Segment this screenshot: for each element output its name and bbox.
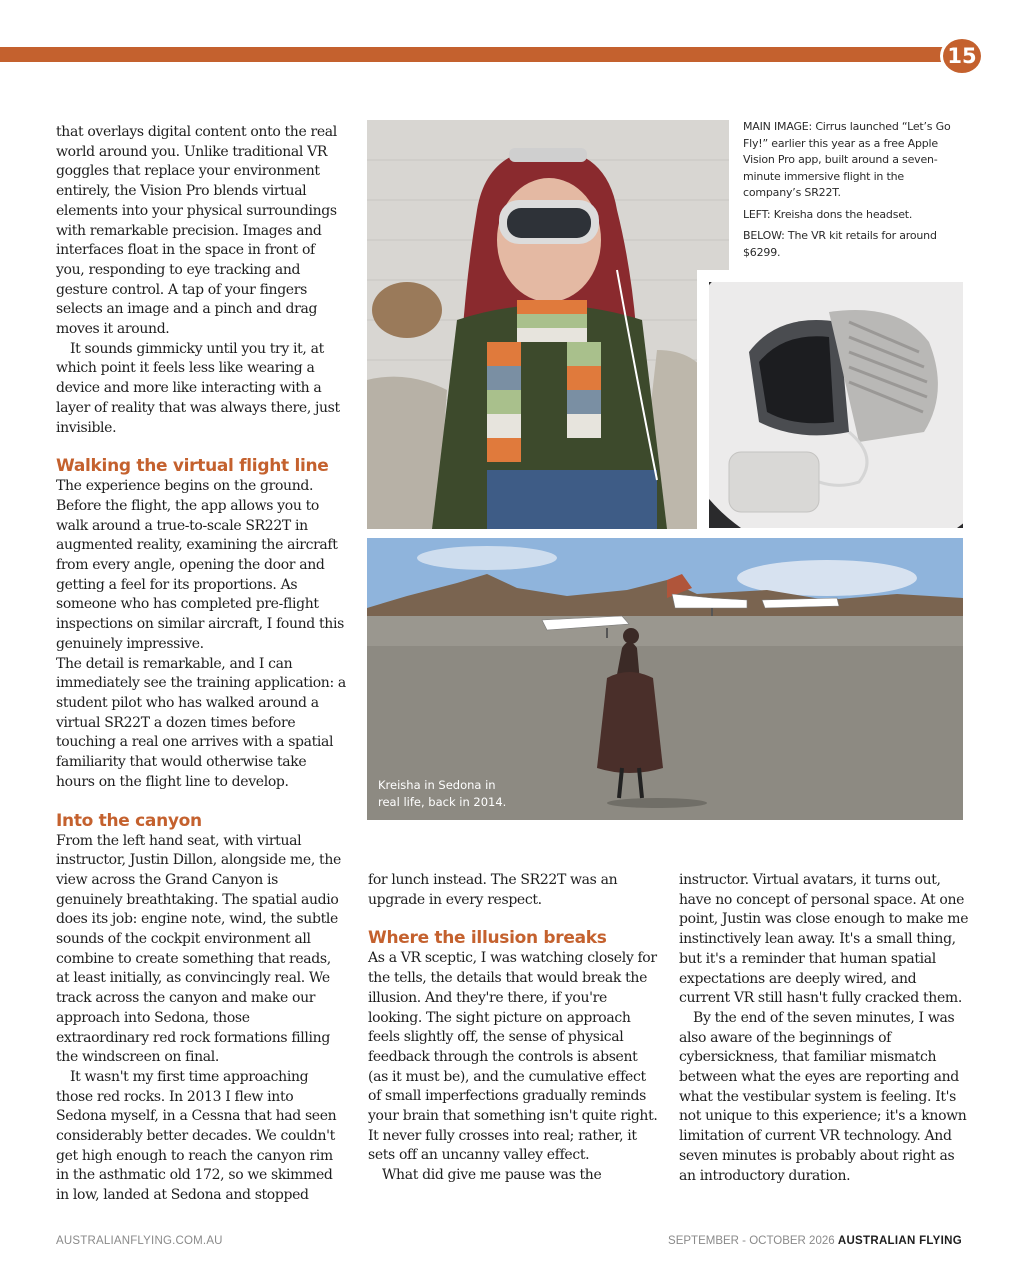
body-paragraph: It wasn't my first time approaching those red rocks. In 2013 I flew into Sedona myself, in a Cessna that had seen considerably better decades. We couldn't get high enough to reach the canyon rim in the asthmatic old 172, so we skimmed in low, landed at Sedona and stopped bbox=[56, 1068, 337, 1204]
headset-product-photo bbox=[709, 282, 963, 528]
body-paragraph: that overlays digital content onto the real world around you. Unlike traditional VR goggles that replace your environment entirely, the Vision Pro blends virtual elements into your physical surroundings with remarkable precision. Images and interfaces float in the space in front of you, responding to eye tracking and gesture control. A tap of your fingers selects an image and a pinch and drag moves it around. bbox=[56, 124, 337, 338]
body-paragraph: By the end of the seven minutes, I was also aware of the beginnings of cybersickness, that familiar mismatch between what the eyes are reporting and what the vestibular system is feeling. It's not unique to this experience; it's a known limitation of current VR technology. And seven minutes is probably about right as an introductory duration. bbox=[679, 1009, 967, 1184]
header-accent-bar bbox=[0, 47, 955, 62]
caption-left: LEFT: Kreisha dons the headset. bbox=[743, 207, 913, 221]
body-paragraph: for lunch instead. The SR22T was an upgrade in every respect. bbox=[368, 872, 618, 908]
footer-magazine-name: AUSTRALIAN FLYING bbox=[837, 1235, 962, 1247]
photo-captions bbox=[743, 119, 958, 266]
footer-website: AUSTRALIANFLYING.COM.AU bbox=[56, 1235, 223, 1247]
body-paragraph: It sounds gimmicky until you try it, at which point it feels less like wearing a device and more like interacting with a layer of reality that was always there, just invisible. bbox=[56, 340, 340, 436]
body-paragraph: As a VR sceptic, I was watching closely for the tells, the details that would break the illusion. And they're there, if you're looking. The sight picture on approach feels slightly off, the sense of physical feedback through the controls is absent (as it must be), and the cumulative effect of small imperfections gradually reminds your brain that something isn't quite right. It never fully crosses into real; rather, it sets off an uncanny valley effect. bbox=[368, 950, 658, 1164]
article-column-1 bbox=[56, 123, 346, 1206]
body-paragraph: The detail is remarkable, and I can immediately see the training application: a student pilot who has walked around a virtual SR22T a dozen times before touching a real one arrives with a spatial familiarity that would otherwise take hours on the flight line to develop. bbox=[56, 655, 346, 790]
caption-below: BELOW: The VR kit retails for around $6299. bbox=[743, 229, 937, 259]
caption-sedona: Kreisha in Sedona in real life, back in 2014. bbox=[378, 778, 507, 809]
footer-issue-date: SEPTEMBER - OCTOBER 2026 bbox=[668, 1235, 835, 1247]
body-paragraph: The experience begins on the ground. Before the flight, the app allows you to walk around a true-to-scale SR22T in augmented reality, examining the aircraft from every angle, opening the door and getting a feel for its proportions. As someone who has completed pre-flight inspections on similar aircraft, I found this genuinely impressive. bbox=[56, 478, 344, 652]
article-column-2 bbox=[368, 871, 658, 1186]
main-photo-headset bbox=[367, 120, 729, 529]
body-paragraph: instructor. Virtual avatars, it turns out, have no concept of personal space. At one point, Justin was close enough to make me instinctively lean away. It's a small thing, but it's a reminder that human spatial expectations are deeply wired, and current VR still hasn't fully cracked them. bbox=[679, 872, 969, 1007]
section-heading: Walking the virtual flight line bbox=[56, 456, 329, 477]
section-heading: Into the canyon bbox=[56, 810, 202, 831]
body-paragraph: From the left hand seat, with virtual instructor, Justin Dillon, alongside me, the view across the Grand Canyon is genuinely breathtaking. The spatial audio does its job: engine note, wind, the subtle sounds of the cockpit environment all combine to create something that reads, at least initially, as convincingly real. We track across the canyon and make our approach into Sedona, those extraordinary red rock formations filling the windscreen on final. bbox=[56, 832, 341, 1066]
article-column-3 bbox=[679, 871, 969, 1186]
caption-main: MAIN IMAGE: Cirrus launched “Let’s Go Fly!” earlier this year as a free Apple Vision Pro app, built around a seven-minute immersive flight in the company’s SR22T. bbox=[743, 120, 951, 199]
footer-issue bbox=[668, 1235, 962, 1247]
section-heading: Where the illusion breaks bbox=[368, 928, 607, 949]
body-paragraph: What did give me pause was the bbox=[382, 1167, 602, 1184]
page-number-badge: 15 bbox=[940, 36, 984, 76]
